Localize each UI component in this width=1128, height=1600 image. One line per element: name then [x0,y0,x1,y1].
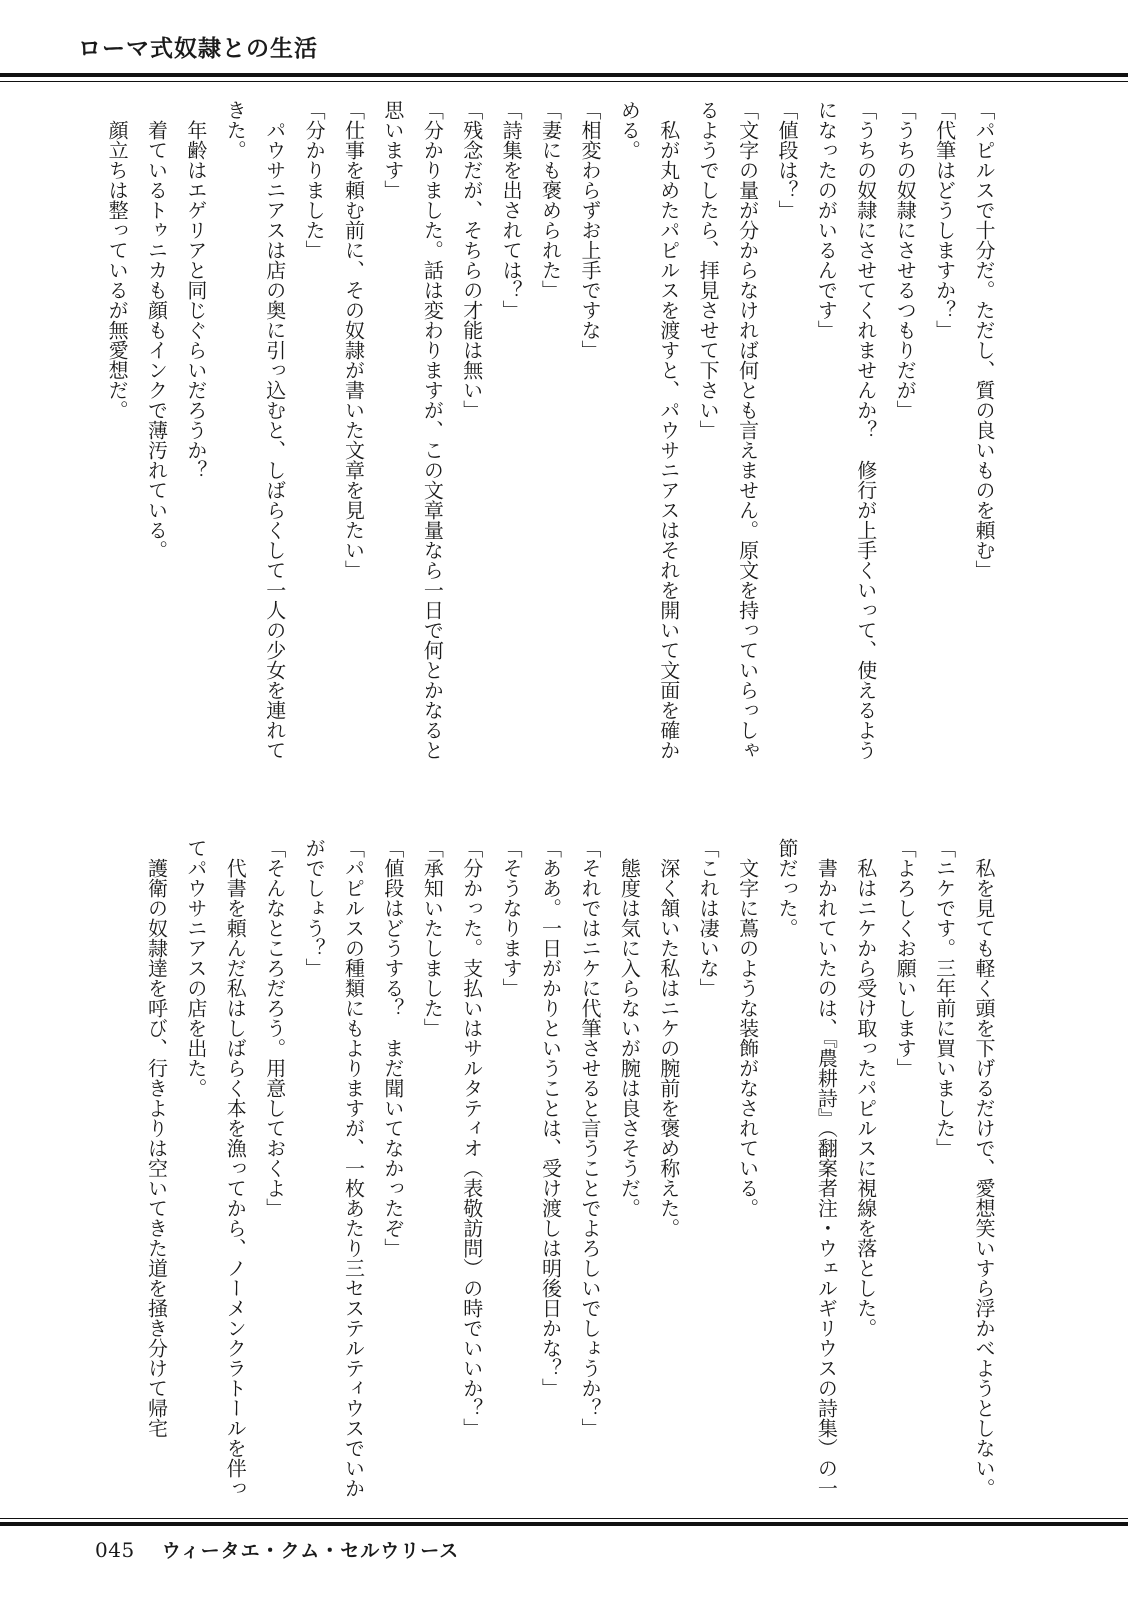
paragraph: 「代筆はどうしますか？」 [932,100,957,340]
lower-text-block [98,838,1003,1498]
book-title: ウィータエ・クム・セルウリース [161,1540,460,1562]
upper-text-block [98,100,1003,762]
paragraph: 着ているトゥニカも顔もインクで薄汚れている。 [144,120,169,560]
paragraph: 「それではニケに代筆させると言うことでよろしいでしょうか？」 [577,838,602,1438]
paragraph: 私が丸めたパピルスを渡すと、パウサニアスはそれを開いて文面を確かめる。 [617,100,681,760]
paragraph: 顔立ちは整っているが無愛想だ。 [105,120,130,420]
paragraph: 「うちの奴隷にさせてくれませんか？ 修行が上手くいって、使えるようになったのがいるんです」 [814,100,878,760]
paragraph: 年齢はエゲリアと同じぐらいだろうか？ [183,120,208,480]
header-rule-thick [0,73,1128,77]
paragraph: 「値段はどうする？ まだ聞いてなかったぞ」 [380,838,405,1258]
paragraph: 「値段は？」 [774,100,799,220]
paragraph: 「パピルスの種類にもよりますが、一枚あたり三セステルティウスでいかがでしょう？」 [302,838,366,1498]
page-number: 045 [95,1538,135,1562]
paragraph: 「仕事を頼む前に、その奴隷が書いた文章を見たい」 [341,100,366,580]
paragraph: 「相変わらずお上手ですな」 [577,100,602,360]
paragraph: パウサニアスは店の奥に引っ込むと、しばらくして一人の少女を連れてきた。 [223,100,287,760]
paragraph: 「そんなところだろう。用意しておくよ」 [262,838,287,1218]
paragraph: 「うちの奴隷にさせるつもりだが」 [893,100,918,420]
footer-rule-thin [0,1518,1128,1519]
paragraph: 私はニケから受け取ったパピルスに視線を落とした。 [853,858,878,1338]
paragraph: 深く頷いた私はニケの腕前を褒め称えた。 [656,858,681,1238]
paragraph: 「文字の量が分からなければ何とも言えません。原文を持っていらっしゃるようでしたら、拝見させて下さい」 [696,100,760,760]
footer-rule-thick [0,1522,1128,1526]
paragraph: 護衛の奴隷達を呼び、行きよりは空いてきた道を掻き分けて帰宅 [144,858,169,1438]
paragraph: 「承知いたしました」 [420,838,445,1038]
paragraph: 「詩集を出されては？」 [499,100,524,320]
header-rule-thin [0,81,1128,82]
paragraph: 「妻にも褒められた」 [538,100,563,300]
paragraph: 「ああ。一日がかりということは、受け渡しは明後日かな？」 [538,838,563,1398]
paragraph: 「分かった。支払いはサルタティオ（表敬訪問）の時でいいか？」 [459,838,484,1438]
paragraph: 「これは凄いな」 [696,838,721,998]
paragraph: 態度は気に入らないが腕は良さそうだ。 [617,858,642,1218]
paragraph: 「分かりました。話は変わりますが、この文章量なら一日で何とかなると思います」 [380,100,445,760]
paragraph: 「分かりました」 [302,100,327,260]
paragraph: 私を見ても軽く頭を下げるだけで、愛想笑いすら浮かべようとしない。 [972,858,996,1498]
paragraph: 「よろしくお願いします」 [893,838,918,1078]
paragraph: 文字に蔦のような装飾がなされている。 [735,858,760,1218]
page-header-title: ローマ式奴隷との生活 [78,35,318,62]
page-footer [95,1536,459,1563]
paragraph: 「残念だが、そちらの才能は無い」 [459,100,484,420]
paragraph: 「パピルスで十分だ。ただし、質の良いものを頼む」 [972,100,996,580]
paragraph: 「ニケです。三年前に買いました」 [932,838,957,1158]
paragraph: 代書を頼んだ私はしばらく本を漁ってから、ノーメンクラトールを伴ってパウサニアスの店を出た。 [183,838,248,1498]
paragraph: 「そうなります」 [499,838,524,998]
paragraph: 書かれていたのは、『農耕詩』（翻案者注・ウェルギリウスの詩集）の一節だった。 [774,838,839,1498]
